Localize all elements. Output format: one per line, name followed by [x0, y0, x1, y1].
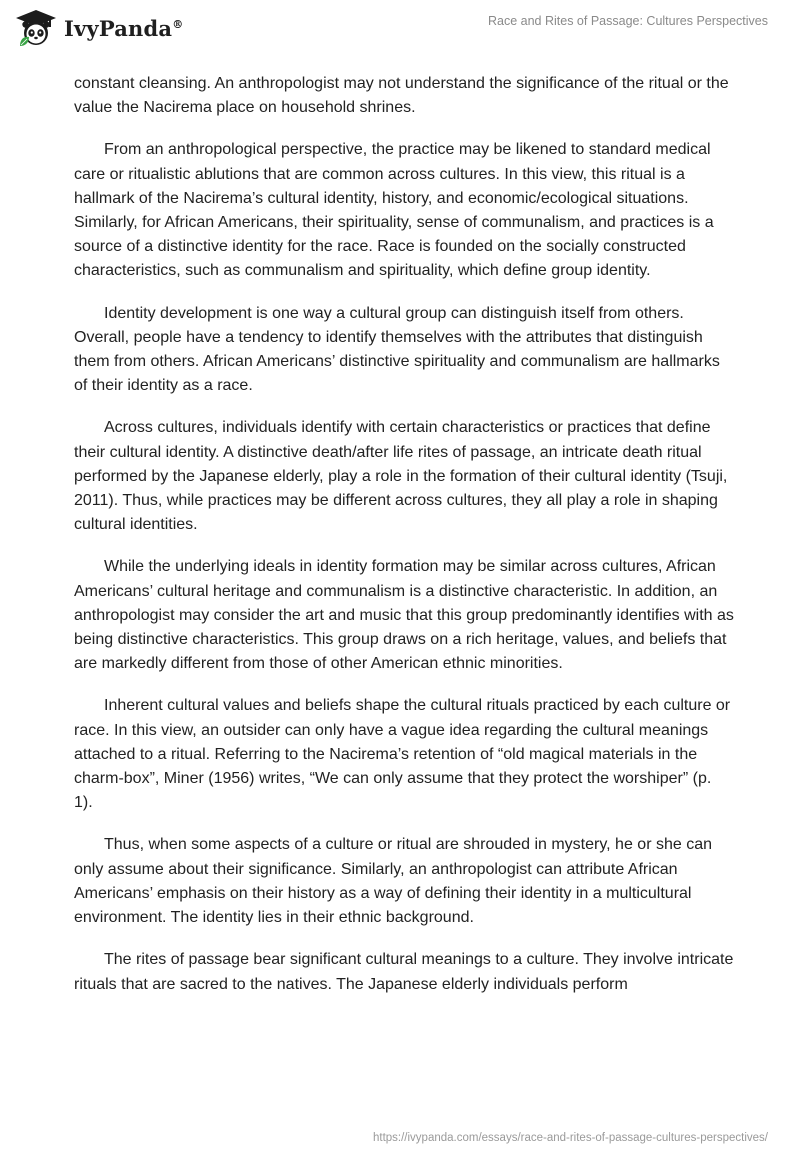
panda-graduation-icon — [14, 8, 58, 48]
ivypanda-logo[interactable] — [14, 8, 183, 48]
page-header — [0, 0, 800, 60]
paragraph: Thus, when some aspects of a culture or ritual are shrouded in mystery, he or she can only assume about their significance. Similarly, an anthropologist can attribute African Americans’ emphasis on their history as a way of defining their identity in a multicultural environment. The identity lies in their ethnic background. — [74, 836, 712, 927]
paragraph: Identity development is one way a cultural group can distinguish itself from others. Overall, people have a tendency to identify themselves with the attributes that distinguish them from others. African Americans’ distinctive spirituality and communalism are hallmarks of their identity as a race. — [74, 304, 720, 395]
registered-mark: ® — [172, 17, 184, 31]
paragraph: While the underlying ideals in identity formation may be similar across cultures, African Americans’ cultural heritage and communalism is a distinctive characteristic. In addition, an anthropologist may consider the art and music that this group predominantly identifies with as being distinctive characteristics. This group draws on a rich heritage, values, and beliefs that are markedly different from those of other American ethnic minorities. — [74, 558, 734, 673]
paragraph: Across cultures, individuals identify with certain characteristics or practices that define their cultural identity. A distinctive death/after life rites of passage, an intricate death ritual performed by the Japanese elderly, play a role in the formation of their cultural identity (Tsuji, 2011). Thus, while practices may be different across cultures, they all play a role in shaping cultural identities. — [74, 419, 728, 534]
source-url[interactable]: https://ivypanda.com/essays/race-and-rites-of-passage-cultures-perspectives/ — [372, 1132, 768, 1144]
logo-text: IvyPanda — [64, 15, 173, 41]
document-title: Race and Rites of Passage: Cultures Perspectives — [488, 14, 768, 28]
essay-body — [74, 72, 734, 1015]
logo-wordmark — [64, 16, 183, 41]
paragraph: From an anthropological perspective, the practice may be likened to standard medical care or ritualistic ablutions that are common across cultures. In this view, this ritual is a hallmark of the Nacirema’s cultural identity, history, and economic/ecological situations. Similarly, for African Americans, their spirituality, sense of communalism, and practices is a source of a distinctive identity for the race. Race is founded on the socially constructed characteristics, such as communalism and spirituality, which define group identity. — [74, 141, 714, 280]
paragraph: The rites of passage bear significant cultural meanings to a culture. They involve intricate rituals that are sacred to the natives. The Japanese elderly individuals perform — [74, 951, 734, 993]
paragraph: constant cleansing. An anthropologist may not understand the significance of the ritual or the value the Nacirema place on household shrines. — [74, 75, 729, 117]
paragraph: Inherent cultural values and beliefs shape the cultural rituals practiced by each culture or race. In this view, an outsider can only have a vague idea regarding the cultural meanings attached to a ritual. Referring to the Nacirema’s retention of “old magical materials in the charm-box”, Miner (1956) writes, “We can only assume that they protect the worshiper” (p. 1). — [74, 697, 731, 812]
